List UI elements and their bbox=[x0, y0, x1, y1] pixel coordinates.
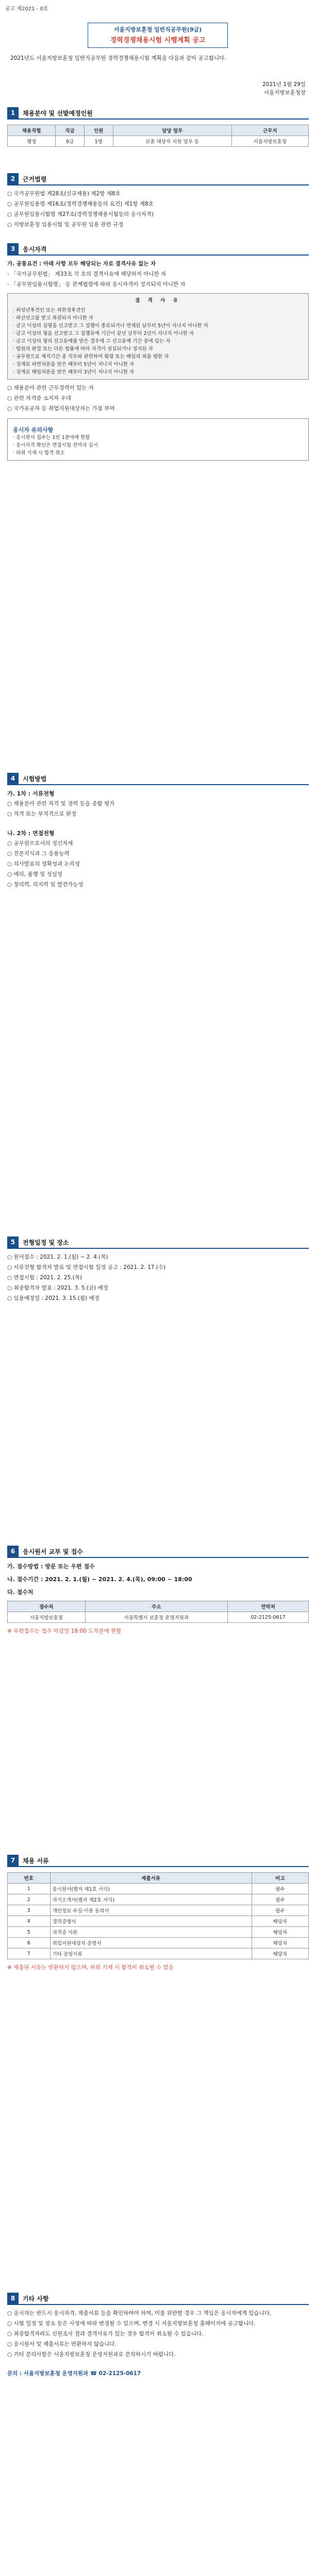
address-title: 다. 접수처 bbox=[7, 1589, 34, 1596]
table-cell: 02-2125-0617 bbox=[228, 1612, 309, 1623]
list-item: ○ 공무원임용령 제16조(경력경쟁채용등의 요건) 제1항 제8호 bbox=[7, 201, 154, 207]
period: 나. 접수기간 : 2021. 2. 1.(월) ~ 2021. 2. 4.(목), 09:00 ~ 18:00 bbox=[7, 1576, 192, 1583]
list-item: ○ 원서접수 : 2021. 2. 1.(월) ~ 2. 4.(목) bbox=[7, 1254, 108, 1260]
section-5 bbox=[7, 1236, 309, 1304]
section-4 bbox=[7, 773, 309, 891]
table-row: 1 응시원서(별지 제1호 서식) 필수 bbox=[8, 1884, 309, 1894]
title-box bbox=[88, 23, 228, 48]
table-cell: 서울특별시 보훈청 운영지원과 bbox=[85, 1612, 227, 1623]
section-number: 4 bbox=[7, 773, 19, 784]
section-title: 시험방법 bbox=[23, 775, 47, 783]
list-item: ○ 응시자는 반드시 응시자격, 제출서류 등을 확인하여야 하며, 이를 위반할 경우 그 책임은 응시자에게 있습니다. bbox=[7, 2310, 272, 2316]
list-item: ○ 창의력, 의지력 및 발전가능성 bbox=[7, 882, 84, 888]
col-header: 연락처 bbox=[228, 1601, 309, 1612]
list-item: · 공무원으로 재직기간 중 직무와 관련하여 횡령 또는 배임의 죄를 범한 자 bbox=[13, 354, 169, 360]
doc-number: 공고 제2021 - 0호 bbox=[5, 6, 48, 12]
col-header: 인원 bbox=[84, 125, 113, 136]
table-cell: 행정 bbox=[8, 136, 56, 147]
table-row: 5 자격증 사본 해당자 bbox=[8, 1927, 309, 1938]
date-block bbox=[262, 80, 306, 97]
issuer: 서울지방보훈청장 bbox=[263, 90, 306, 96]
col-header: 근무지 bbox=[231, 125, 308, 136]
section-title: 전형일정 및 장소 bbox=[23, 1239, 69, 1246]
list-item: · 법원의 판결 또는 다른 법률에 따라 자격이 상실되거나 정지된 자 bbox=[13, 346, 153, 352]
col-header: 주소 bbox=[85, 1601, 227, 1612]
list-item: ○ 관련 자격증 소지자 우대 bbox=[7, 395, 71, 401]
list-item: ○ 최종합격자 발표 : 2021. 3. 5.(금) 예정 bbox=[7, 1285, 108, 1291]
section-number: 2 bbox=[7, 173, 19, 184]
list-item: - 「국가공무원법」 제33조 각 호의 결격사유에 해당하지 아니한 자 bbox=[7, 271, 167, 277]
list-item: ○ 임용예정일 : 2021. 3. 15.(월) 예정 bbox=[7, 1295, 99, 1301]
section-7 bbox=[7, 1855, 309, 1972]
table-row: 7 기타 증빙서류 해당자 bbox=[8, 1948, 309, 1959]
contact-line: 문의 : 서울지방보훈청 운영지원과 ☎ 02-2125-0617 bbox=[7, 2370, 141, 2377]
list-item: · 금고 이상의 실형을 선고받고 그 집행이 종료되거나 면제된 날부터 5년이 지나지 아니한 자 bbox=[13, 323, 208, 329]
table-row: 3 개인정보 수집·이용 동의서 필수 bbox=[8, 1905, 309, 1916]
table-row: 6 취업지원대상자 증명서 해당자 bbox=[8, 1938, 309, 1948]
announce-date: 2021년 1월 29일 bbox=[262, 81, 306, 88]
section-title: 응시원서 교부 및 접수 bbox=[23, 1548, 83, 1555]
receipt-note: ※ 우편접수는 접수 마감일 18:00 도착분에 한함 bbox=[7, 1628, 122, 1634]
table-cell: 서울지방보훈청 bbox=[8, 1612, 86, 1623]
list-item: ○ 의사발표의 정확성과 논리성 bbox=[7, 861, 80, 867]
section-6 bbox=[7, 1546, 309, 1636]
list-item: - 「공무원임용시험령」 등 관계법령에 따라 응시자격이 정지되지 아니한 자 bbox=[7, 281, 186, 287]
section-title: 채용 서류 bbox=[23, 1857, 49, 1865]
list-item: · 피성년후견인 또는 피한정후견인 bbox=[13, 308, 86, 313]
list-item: · 금고 이상의 형의 선고유예를 받은 경우에 그 선고유예 기간 중에 있는 자 bbox=[13, 338, 171, 344]
col-header: 제출서류 bbox=[50, 1873, 252, 1884]
list-item: ○ 공무원으로서의 정신자세 bbox=[7, 840, 73, 846]
contact-table bbox=[7, 1601, 309, 1623]
list-item: ○ 전문지식과 그 응용능력 bbox=[7, 851, 70, 857]
col-header: 번호 bbox=[8, 1873, 51, 1884]
table-cell: 보훈 대상자 지원 업무 등 bbox=[113, 136, 231, 147]
list-item: ○ 시험 일정 및 장소 등은 사정에 따라 변경될 수 있으며, 변경 시 서울지방보훈청 홈페이지에 공고합니다. bbox=[7, 2320, 256, 2327]
list-item: ○ 공무원임용시험령 제27조(경력경쟁채용시험등의 응시자격) bbox=[7, 211, 154, 217]
col-header: 접수처 bbox=[8, 1601, 86, 1612]
list-item: ○ 국가유공자 등 취업지원대상자는 가점 부여 bbox=[7, 405, 115, 412]
section-1 bbox=[7, 107, 309, 147]
notice-box bbox=[7, 418, 309, 461]
list-item: ○ 예의, 품행 및 성실성 bbox=[7, 871, 62, 877]
title-line2: 경력경쟁채용시험 시행계획 공고 bbox=[110, 37, 206, 44]
list-item: ○ 응시원서 및 제출서류는 반환하지 않습니다. bbox=[7, 2341, 117, 2347]
section-number: 3 bbox=[7, 243, 19, 255]
section-title: 기타 사항 bbox=[23, 2295, 49, 2302]
list-item: · 파산선고를 받고 복권되지 아니한 자 bbox=[13, 315, 93, 321]
section-title: 채용분야 및 선발예정인원 bbox=[23, 109, 93, 117]
disqualification-box bbox=[7, 293, 309, 380]
list-item: ○ 지방보훈청 임용시험 및 공무원 임용 관련 규정 bbox=[7, 222, 124, 228]
box-title: 결 격 사 유 bbox=[135, 298, 181, 303]
col-header: 담당 업무 bbox=[113, 125, 231, 136]
recruit-table bbox=[7, 125, 309, 147]
list-item: ○ 기타 문의사항은 서울지방보훈청 운영지원과로 문의하시기 바랍니다. bbox=[7, 2351, 176, 2358]
list-item: ○ 서류전형 합격자 발표 및 면접시험 일정 공고 : 2021. 2. 17.(수) bbox=[7, 1264, 166, 1270]
table-cell: 9급 bbox=[56, 136, 85, 147]
section-3 bbox=[7, 243, 309, 461]
box-title: 응시자 유의사항 bbox=[13, 427, 54, 433]
list-item: ○ 면접시험 : 2021. 2. 25.(목) bbox=[7, 1275, 82, 1281]
list-item: · 금고 이상의 형을 선고받고 그 집행유예 기간이 끝난 날부터 2년이 지나지 아니한 자 bbox=[13, 331, 194, 336]
list-item: · 응시자격 확인은 면접시험 전까지 실시 bbox=[13, 443, 98, 448]
method: 가. 접수방법 : 방문 또는 우편 접수 bbox=[7, 1563, 95, 1570]
requirement-heading: 가. 공통요건 : 아래 사항 모두 해당되는 자로 결격사유 없는 자 bbox=[7, 261, 156, 267]
list-item: · 징계로 파면처분을 받은 때부터 5년이 지나지 아니한 자 bbox=[13, 362, 135, 367]
section-number: 6 bbox=[7, 1546, 19, 1557]
documents-table bbox=[7, 1872, 309, 1959]
intro-text: 2021년도 서울지방보훈청 일반직공무원 경력경쟁채용시험 계획을 다음과 같이 공고합니다. bbox=[10, 55, 226, 61]
col-header: 직급 bbox=[56, 125, 85, 136]
table-row: 2 자기소개서(별지 제2호 서식) 필수 bbox=[8, 1894, 309, 1905]
section-number: 7 bbox=[7, 1855, 19, 1866]
section-number: 5 bbox=[7, 1236, 19, 1248]
step-title: 나. 2차 : 면접전형 bbox=[7, 830, 55, 837]
law-list bbox=[7, 190, 309, 229]
list-item: · 허위 기재 시 합격 취소 bbox=[13, 450, 65, 456]
list-item: ○ 최종합격자라도 신원조사 결과 결격사유가 있는 경우 합격이 취소될 수 있습니다. bbox=[7, 2331, 204, 2337]
title-line1: 서울지방보훈청 일반직공무원(9급) bbox=[113, 26, 202, 33]
table-cell: 1명 bbox=[84, 136, 113, 147]
list-item: ○ 채용분야 관련 자격 및 경력 등을 종합 평가 bbox=[7, 801, 115, 807]
list-item: ○ 국가공무원법 제28조(신규채용) 제2항 제8호 bbox=[7, 191, 121, 197]
col-header: 채용직렬 bbox=[8, 125, 56, 136]
col-header: 비고 bbox=[252, 1873, 308, 1884]
table-cell: 서울지방보훈청 bbox=[231, 136, 308, 147]
documents-note: ※ 제출된 서류는 반환하지 않으며, 허위 기재 시 합격이 취소될 수 있음 bbox=[7, 1964, 174, 1971]
section-number: 1 bbox=[7, 107, 19, 118]
section-8 bbox=[7, 2293, 309, 2378]
list-item: · 징계로 해임처분을 받은 때부터 3년이 지나지 아니한 자 bbox=[13, 369, 135, 375]
table-row: 4 경력증명서 해당자 bbox=[8, 1916, 309, 1927]
section-title: 근거법령 bbox=[23, 175, 47, 183]
list-item: ○ 적격 또는 부적격으로 판정 bbox=[7, 811, 77, 817]
step-title: 가. 1차 : 서류전형 bbox=[7, 790, 55, 797]
list-item: ○ 채용분야 관련 근무경력이 있는 자 bbox=[7, 385, 94, 391]
section-2 bbox=[7, 173, 309, 231]
section-number: 8 bbox=[7, 2293, 19, 2304]
section-title: 응시자격 bbox=[23, 245, 47, 253]
list-item: · 응시원서 접수는 1인 1분야에 한함 bbox=[13, 435, 90, 440]
